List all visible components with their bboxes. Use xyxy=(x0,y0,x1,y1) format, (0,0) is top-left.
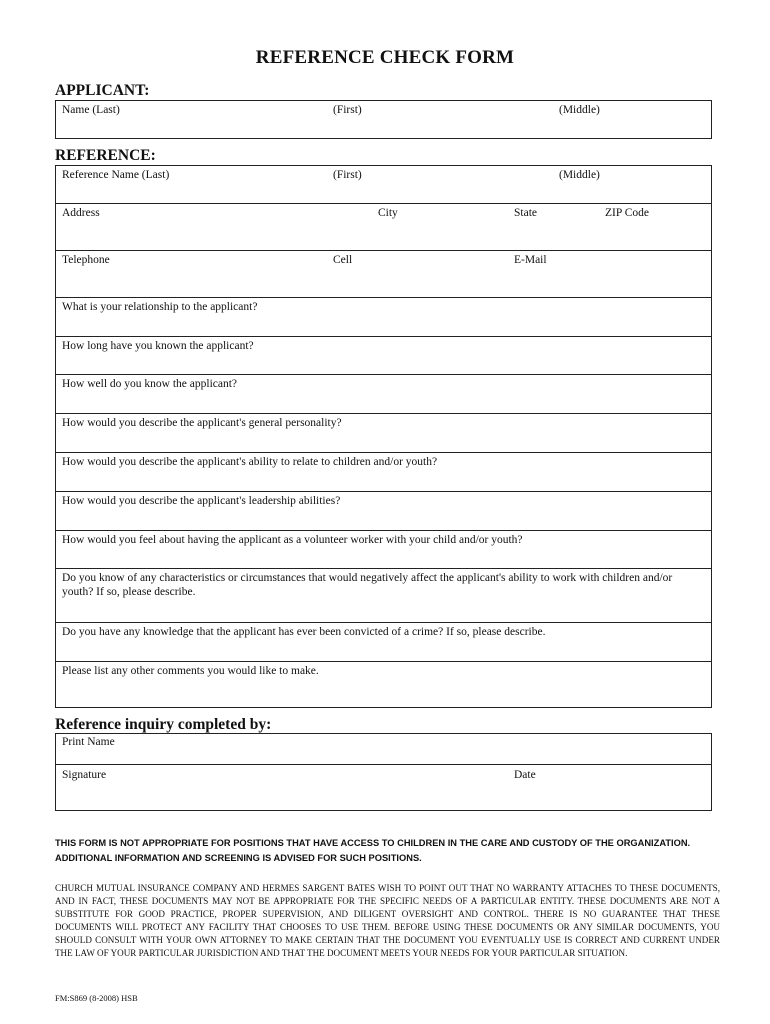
city-label: City xyxy=(378,207,398,219)
zip-label: ZIP Code xyxy=(605,207,649,219)
state-label: State xyxy=(514,207,537,219)
reference-heading: REFERENCE: xyxy=(55,147,156,164)
question-personality[interactable]: How would you describe the applicant's general personality? xyxy=(62,417,342,429)
question-volunteer-feeling[interactable]: How would you feel about having the applicant as a volunteer worker with your child and/or youth? xyxy=(62,534,523,546)
divider xyxy=(56,568,711,569)
question-relationship[interactable]: What is your relationship to the applicant? xyxy=(62,301,258,313)
divider xyxy=(56,764,711,765)
telephone-label: Telephone xyxy=(62,254,110,266)
question-how-long-known[interactable]: How long have you known the applicant? xyxy=(62,340,254,352)
reference-middle-name-label: (Middle) xyxy=(559,169,600,181)
notice-text: THIS FORM IS NOT APPROPRIATE FOR POSITIONS THAT HAVE ACCESS TO CHILDREN IN THE CARE AND CUSTODY OF THE ORGANIZATION. ADDITIONAL INFORMATION AND SCREENING IS ADVISED FOR SUCH POSITIONS. xyxy=(55,838,691,863)
applicant-name-box[interactable] xyxy=(55,100,712,139)
reference-first-name-label: (First) xyxy=(333,169,362,181)
applicant-last-name-label: Name (Last) xyxy=(62,104,120,116)
divider xyxy=(56,491,711,492)
cell-label: Cell xyxy=(333,254,353,266)
applicant-first-name-label: (First) xyxy=(333,104,362,116)
signature-label[interactable]: Signature xyxy=(62,769,107,781)
question-criminal-conviction[interactable]: Do you have any knowledge that the applicant has ever been convicted of a crime? If so, please describe. xyxy=(62,626,546,638)
question-how-well-known[interactable]: How well do you know the applicant? xyxy=(62,378,238,390)
divider xyxy=(56,530,711,531)
divider xyxy=(56,336,711,337)
completed-by-heading: Reference inquiry completed by: xyxy=(55,716,272,733)
divider xyxy=(56,661,711,662)
divider xyxy=(56,374,711,375)
address-label: Address xyxy=(62,207,100,219)
divider xyxy=(56,203,711,204)
question-relate-to-children[interactable]: How would you describe the applicant's ability to relate to children and/or youth? xyxy=(62,456,438,468)
reference-last-name-label: Reference Name (Last) xyxy=(62,169,170,181)
divider xyxy=(56,250,711,251)
disclaimer-text: CHURCH MUTUAL INSURANCE COMPANY AND HERMES SARGENT BATES WISH TO POINT OUT THAT NO WARRANTY ATTACHES TO THESE DOCUMENTS, AND IN FACT, THESE DOCUMENTS MAY NOT BE APPROPRIATE FOR THE SPECIFIC NEEDS OF A PARTICULAR ENTITY. THESE DOCUMENTS ARE NOT A SUBSTITUTE FOR GOOD PRACTICE, PROPER SUPERVISION, AND DILIGENT OVERSIGHT AND CONTROL. THERE IS NO GUARANTEE THAT THESE DOCUMENTS WILL PROTECT ANY FACILITY THAT CHOOSES TO USE THEM. BEFORE USING THESE DOCUMENTS OR ANY SIMILAR DOCUMENTS, YOU SHOULD CONSULT WITH YOUR OWN ATTORNEY TO MAKE CERTAIN THAT THE DOCUMENT YOU EVENTUALLY USE IS CORRECT AND CURRENT UNDER THE LAW OF YOUR PARTICULAR JURISDICTION AND THAT THE DOCUMENT MEETS YOUR NEEDS FOR YOUR PARTICULAR SITUATION. xyxy=(55,883,720,958)
question-leadership[interactable]: How would you describe the applicant's leadership abilities? xyxy=(62,495,341,507)
question-negative-characteristics[interactable]: Do you know of any characteristics or circumstances that would negatively affect the applicant's ability to work with children and/or youth? If so, please describe. xyxy=(62,572,673,598)
form-title: REFERENCE CHECK FORM xyxy=(255,47,515,68)
form-code: FM:S869 (8-2008) HSB xyxy=(55,993,138,1003)
divider xyxy=(56,622,711,623)
divider xyxy=(56,413,711,414)
question-other-comments[interactable]: Please list any other comments you would like to make. xyxy=(62,665,319,677)
date-label[interactable]: Date xyxy=(514,769,536,781)
email-label: E-Mail xyxy=(514,254,547,266)
divider xyxy=(56,452,711,453)
divider xyxy=(56,297,711,298)
applicant-middle-name-label: (Middle) xyxy=(559,104,600,116)
print-name-label[interactable]: Print Name xyxy=(62,736,115,748)
reference-box xyxy=(55,165,712,708)
completed-by-box xyxy=(55,733,712,811)
applicant-heading: APPLICANT: xyxy=(55,82,150,99)
